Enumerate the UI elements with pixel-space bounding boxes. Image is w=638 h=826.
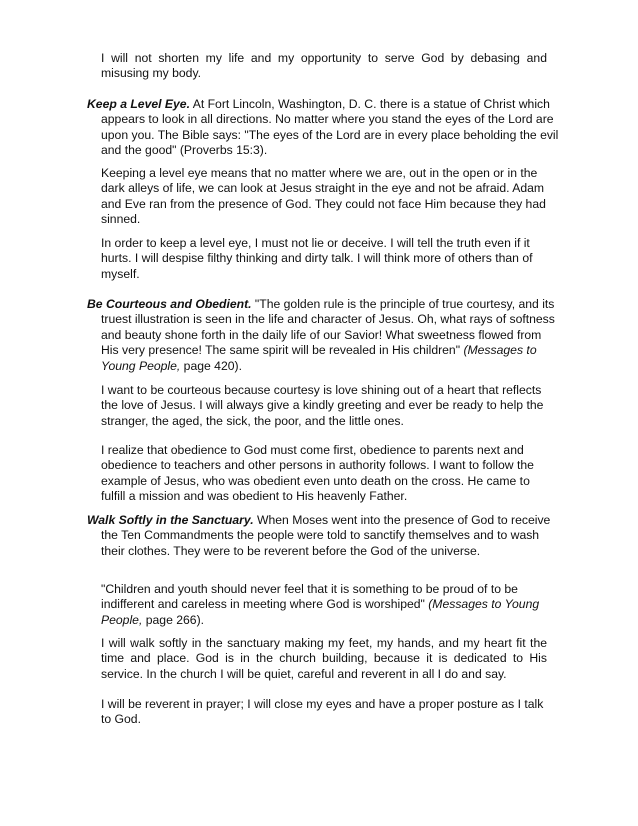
level-eye-text: At Fort Lincoln, Washington, D. C. there is a statue of Christ which appears to look in all directions. No matter where you stand the eyes of the Lord are upon you. The Bible says: "The eyes of the Lord are in every place beholding the evil and the good" (Proverbs 15:3). <box>101 97 559 158</box>
courteous-text: "The golden rule is the principle of true courtesy, and its truest illustration is seen in the life and character of Jesus. Oh, what rays of softness and beauty shone forth in the daily life of our Savior! What sweetness flowed from His very presence! The same spirit will be revealed in His children" <box>101 297 555 358</box>
courteous-paragraph-2: I want to be courteous because courtesy is love shining out of a heart that reflects the love of Jesus. I will always give a kindly greeting and ever be ready to help the stranger, the aged, the sick, the poor, and the little ones. <box>101 383 544 428</box>
level-eye-paragraph <box>87 97 561 159</box>
sanctuary-citation: (Messages to Young People, <box>101 597 540 627</box>
sanctuary-heading: Walk Softly in the Sanctuary. <box>87 513 254 527</box>
sanctuary-paragraph-3: I will walk softly in the sanctuary making my feet, my hands, and my heart fit the time and place. God is in the church building, because it is dedicated to His service. In the church I will be quiet, careful and reverent in all I do and say. <box>101 636 547 681</box>
courteous-citation: (Messages to Young People, <box>101 343 537 373</box>
courteous-citation-page: page 420). <box>180 358 242 373</box>
sanctuary-citation-page: page 266). <box>142 612 205 627</box>
level-eye-heading: Keep a Level Eye. <box>87 97 190 111</box>
courteous-paragraph-3: I realize that obedience to God must come first, obedience to parents next and obedience to teachers and other persons in authority follows. I want to follow the example of Jesus, who was obedient even unto death on the cross. He came to fulfill a mission and was obedient to His heavenly Father. <box>101 443 534 504</box>
sanctuary-paragraph <box>87 513 561 559</box>
courteous-heading: Be Courteous and Obedient. <box>87 297 252 311</box>
level-eye-paragraph-3: In order to keep a level eye, I must not lie or deceive. I will tell the truth even if it hurts. I will despise filthy thinking and dirty talk. I will think more of others than of myself. <box>101 236 533 281</box>
intro-paragraph: I will not shorten my life and my opportunity to serve God by debasing and misusing my body. <box>101 51 547 81</box>
sanctuary-paragraph-2 <box>101 582 547 628</box>
sanctuary-text: When Moses went into the presence of God to receive the Ten Commandments the people were told to sanctify themselves and to wash their clothes. They were to be reverent before the God of the universe. <box>101 513 551 558</box>
sanctuary-paragraph-4: I will be reverent in prayer; I will close my eyes and have a proper posture as I talk to God. <box>101 697 544 727</box>
courteous-paragraph <box>87 297 561 374</box>
level-eye-paragraph-2: Keeping a level eye means that no matter where we are, out in the open or in the dark alleys of life, we can look at Jesus straight in the eye and not be afraid. Adam and Eve ran from the presence of God. They could not face Him because they had sinned. <box>101 166 546 227</box>
sanctuary-quote: "Children and youth should never feel that it is something to be proud of to be indifferent and careless in meeting where God is worshiped" <box>101 582 518 612</box>
